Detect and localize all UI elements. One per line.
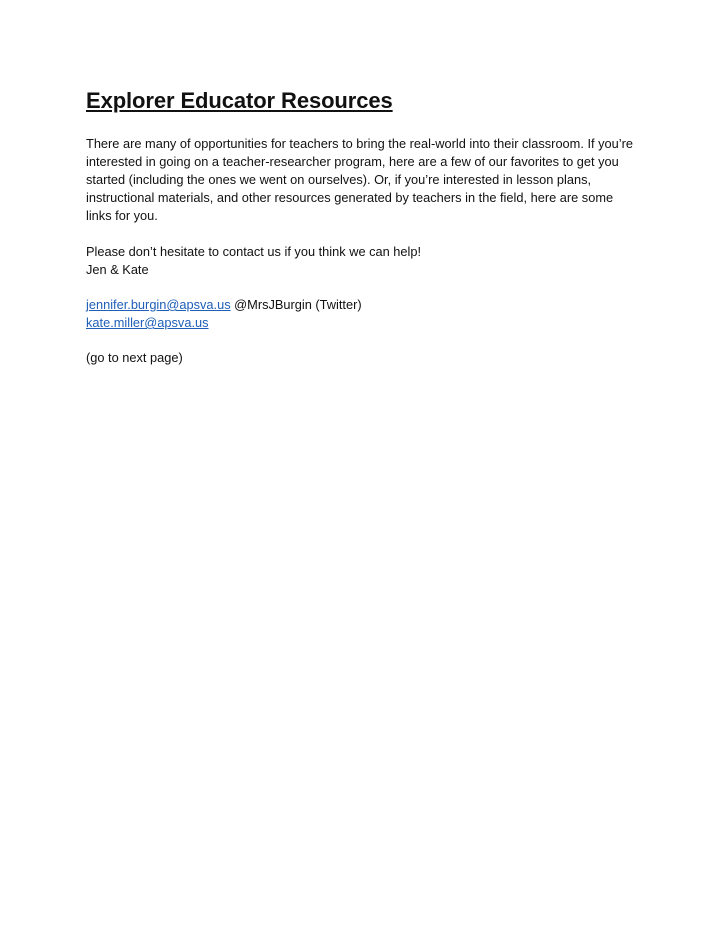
twitter-handle: @MrsJBurgin (Twitter) (230, 297, 362, 312)
contact-item-kate (86, 314, 636, 332)
help-paragraph (86, 243, 636, 279)
email-link-kate[interactable]: kate.miller@apsva.us (86, 315, 209, 330)
page-title: Explorer Educator Resources (86, 88, 393, 113)
contact-list (86, 296, 636, 332)
signature: Jen & Kate (86, 262, 149, 277)
intro-paragraph: There are many of opportunities for teachers to bring the real-world into their classroom. If you’re interested in going on a teacher-researcher program, here are a few of our favorites to get you started (including the ones we went on ourselves). Or, if you’re interested in lesson plans, instructional materials, and other resources generated by teachers in the field, here are some links for you. (86, 136, 633, 223)
next-page-note: (go to next page) (86, 350, 183, 365)
email-link-jennifer[interactable]: jennifer.burgin@apsva.us (86, 297, 231, 312)
help-line: Please don’t hesitate to contact us if you think we can help! (86, 244, 422, 259)
document-body (86, 86, 636, 367)
contact-item-jennifer (86, 296, 636, 314)
